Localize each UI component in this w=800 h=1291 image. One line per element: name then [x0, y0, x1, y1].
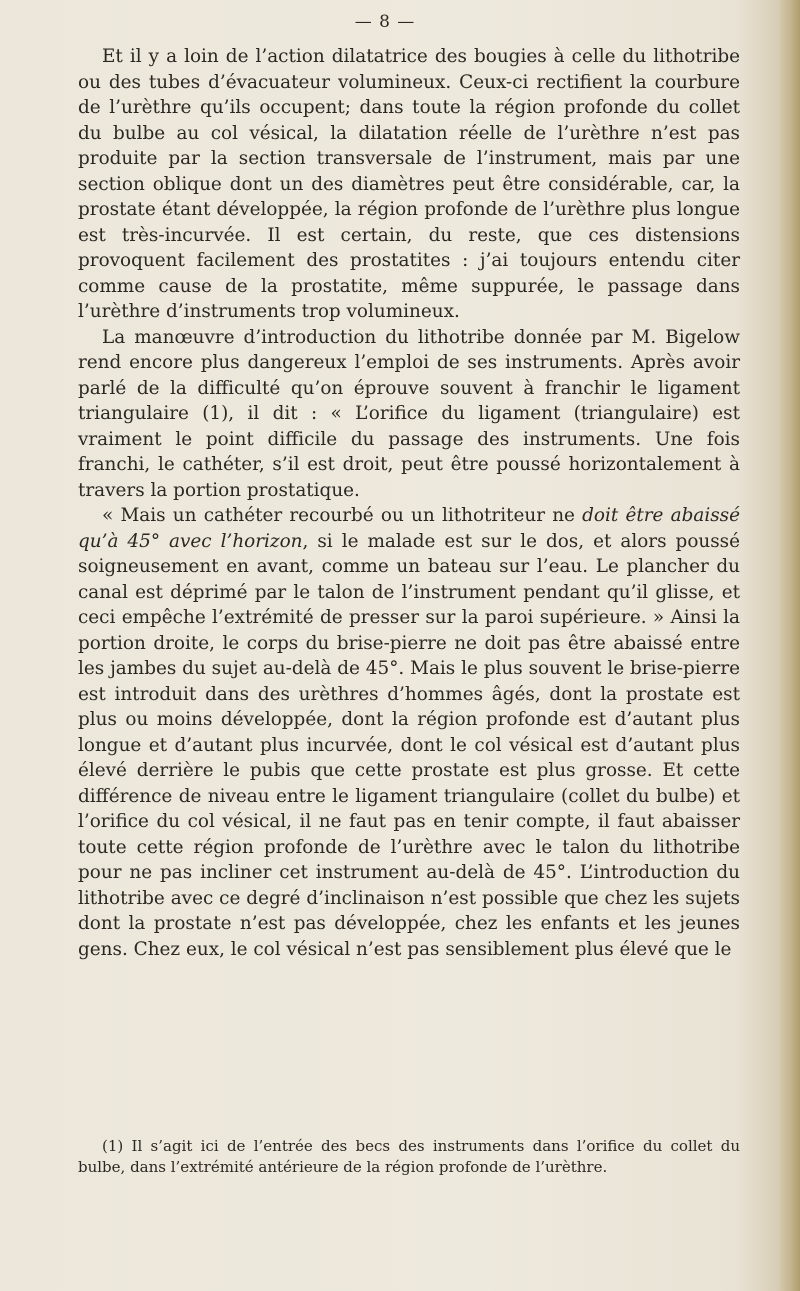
paragraph-1-text: Et il y a loin de l’action dilatatrice des bougies à celle du lithotribe ou des tubes d’évacuateur volumineux. Ceux-ci rectifient la courbure de l’urèthre qu’ils occupent; dans toute la région profonde du collet du bulbe au col vésical, la dilatation réelle de l’urèthre n’est pas produite par la section transversale de l’instrument, mais par une section oblique dont un des diamètres peut être considérable, car, la prostate étant développée, la région profonde de l’urèthre plus longue est très-incurvée. Il est certain, du reste, que ces distensions provoquent facilement des prostatites : j’ai toujours entendu citer comme cause de la prostatite, même suppurée, le passage dans l’urèthre d’instruments trop volumineux.: [78, 46, 740, 322]
paragraph-2-text: La manœuvre d’introduction du lithotribe donnée par M. Bigelow rend encore plus dangereux l’emploi de ses instruments. Après avoir parlé de la difficulté qu’on éprouve souvent à franchir le ligament triangulaire (1), il dit : « L’orifice du ligament (triangulaire) est vraiment le point difficile du passage des instruments. Une fois franchi, le cathéter, s’il est droit, peut être poussé horizontalement à travers la portion prostatique.: [78, 326, 740, 501]
footnote-text: (1) Il s’agit ici de l’entrée des becs des instruments dans l’orifice du collet du bulbe, dans l’extrémité antérieure de la région profonde de l’urèthre.: [78, 1137, 740, 1176]
body-text: [78, 44, 740, 962]
paragraph-1: [78, 44, 740, 325]
paragraph-3-text-end: , si le malade est sur le dos, et alors poussé soigneusement en avant, comme un bateau sur l’eau. Le plancher du canal est déprimé par le talon de l’instrument pendant qu’il glisse, et ceci empêche l’extrémité de presser sur la paroi supérieure. » Ainsi la portion droite, le corps du brise-pierre ne doit pas être abaissé entre les jambes du sujet au-delà de 45°. Mais le plus souvent le brise-pierre est introduit dans des urèthres d’hommes âgés, dont la prostate est plus ou moins développée, dont la région profonde est d’autant plus longue et d’autant plus incurvée, dont le col vésical est d’autant plus élevé derrière le pubis que cette prostate est plus grosse. Et cette différence de niveau entre le ligament triangulaire (collet du bulbe) et l’orifice du col vésical, il ne faut pas en tenir compte, il faut abaisser toute cette région profonde de l’urèthre avec le talon du lithotribe pour ne pas incliner cet instrument au-delà de 45°. L’introduction du lithotribe avec ce degré d’inclinaison n’est possible que chez les sujets dont la prostate n’est pas développée, chez les enfants et les jeunes gens. Chez eux, le col vésical n’est pas sensiblement plus élevé que le: [78, 530, 740, 960]
paragraph-3: [78, 503, 740, 962]
paragraph-2: [78, 325, 740, 504]
paragraph-3-italic-phrase: doit être abaissé qu’à 45° avec l’horizon: [78, 505, 740, 552]
paragraph-3-text-start: « Mais un cathéter recourbé ou un lithotriteur ne: [102, 505, 583, 526]
footnote: [78, 1136, 740, 1178]
page-edge-shadow: [778, 0, 800, 1291]
page-number: — 8 —: [354, 12, 416, 32]
